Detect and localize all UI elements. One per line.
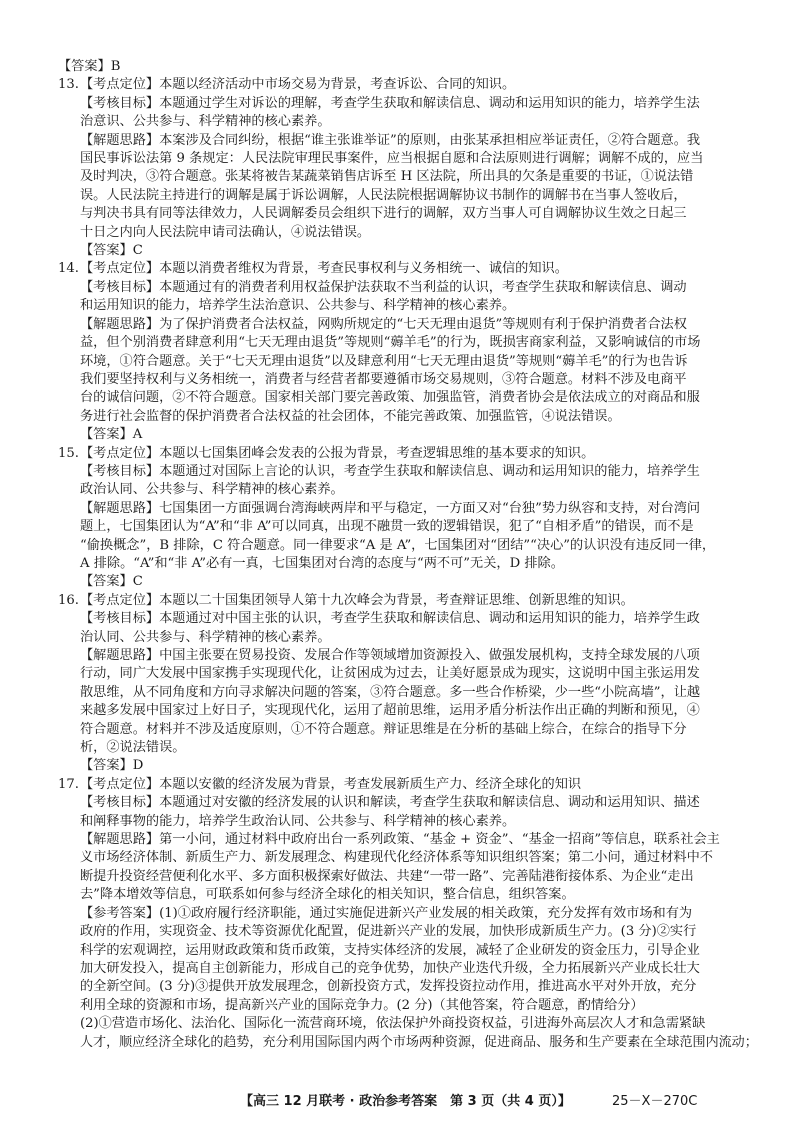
q13-line: 【考点定位】本题以经济活动中市场交易为背景，考查诉讼、合同的知识。 <box>80 77 516 93</box>
q13-answer: 【答案】C <box>80 243 143 259</box>
q14-line: 【考点定位】本题以消费者维权为背景，考查民事权利与义务相统一、诚信的知识。 <box>80 261 568 277</box>
question-number: 13. <box>58 77 79 93</box>
q17-line: (2)①营造市场化、法治化、国际化一流营商环境，依法保护外商投资权益，引进海外高层次人才和急需紧缺 <box>80 1016 706 1032</box>
q17-line: 和阐释事物的能力，培养学生政治认同、公共参与、科学精神的核心素养。 <box>80 813 516 829</box>
q16-line: 治认同、公共参与、科学精神的核心素养。 <box>80 629 331 645</box>
q17-line: 断提升投资经营便利化水平、多方面积极探索好做法、共建“一带一路”、完善陆港衔接体系、为企业“走出 <box>80 868 694 884</box>
q14-line: 【考核目标】本题通过有的消费者利用权益保护法获取不当利益的认识，考查学生获取和解读信息、调动 <box>80 279 687 295</box>
q13-line: 【考核目标】本题通过学生对诉讼的理解，考查学生获取和解读信息、调动和运用知识的能力，培养学生法 <box>80 95 700 111</box>
q14-line: 台的诚信问题，②不符合题意。国家相关部门要完善政策、加强监管，消费者协会是依法成立的对商品和服 <box>80 390 700 406</box>
answer-12: 【答案】B <box>58 59 121 74</box>
q13-line: 误。人民法院主持进行的调解是属于诉讼调解，人民法院根据调解协议书制作的调解书在当事人签收后， <box>80 187 687 203</box>
q17-line: 政府的作用，实现资金、技术等资源优化配置，促进新兴产业的发展，加快形成新质生产力。(3 分)②实行 <box>80 924 697 940</box>
q15-answer: 【答案】C <box>80 574 143 590</box>
q17-line: 的全新空间。(3 分)③提供开放发展理念，创新投资方式，发挥投资拉动作用，推进高水平对外开放，充分 <box>80 979 697 995</box>
q13-line: 【解题思路】本案涉及合同纠纷，根据“谁主张谁举证”的原则，由张某承担相应举证责任，②符合题意。我 <box>80 132 701 148</box>
q13-line: 及时判决，③符合题意。张某将被告某蔬菜销售店诉至 H 区法院，所出具的欠条是重要的书证，①说法错 <box>80 169 694 185</box>
q16-line: 【考核目标】本题通过对中国主张的认识，考查学生获取和解读信息、调动和运用知识的能力，培养学生政 <box>80 611 700 627</box>
question-number: 16. <box>58 592 79 608</box>
q15-line: 题上，七国集团认为“A”和“非 A”可以同真，出现不融贯一致的逻辑错误，犯了“自相矛盾”的错误，而不是 <box>80 519 694 535</box>
q17-line: 科学的宏观调控，运用财政政策和货币政策，支持实体经济的发展，减轻了企业研发的资金压力，引导企业 <box>80 942 700 958</box>
q14-line: 【解题思路】为了保护消费者合法权益，网购所规定的“七天无理由退货”等规则有利于保护消费者合法权 <box>80 316 687 332</box>
question-13 <box>58 76 758 260</box>
q15-line: 【考核目标】本题通过对国际上言论的认识，考查学生获取和解读信息、调动和运用知识的能力，培养学生 <box>80 463 700 479</box>
q15-line: “偷换概念”，B 排除，C 符合题意。同一律要求“A 是 A”，七国集团对“团结”“决心”的认识没有违反同一律， <box>80 537 716 553</box>
q14-line: 我们要坚持权利与义务相统一，消费者与经营者都要遵循市场交易规则，③符合题意。材料不涉及电商平 <box>80 371 687 387</box>
question-number: 17. <box>58 776 79 792</box>
q14-line: 益，但个别消费者肆意利用“七天无理由退货”等规则“薅羊毛”的行为，既损害商家利益，又影响诚信的市场 <box>80 335 701 351</box>
q14-line: 务进行社会监督的保护消费者合法权益的社会团体，不能完善政策、加强监管，④说法错误。 <box>80 408 621 424</box>
answer-page <box>58 58 758 1052</box>
q16-line: 散思维，从不同角度和方向寻求解决问题的答案，③符合题意。多一些合作桥梁，少一些“小院高墙”，让越 <box>80 684 701 700</box>
q16-line: 符合题意。材料并不涉及适度原则，①不符合题意。辩证思维是在分析的基础上综合，在综合的指导下分 <box>80 721 687 737</box>
q16-line: 【解题思路】中国主张要在贸易投资、发展合作等领域增加资源投入、做强发展机构，支持全球发展的八项 <box>80 648 700 663</box>
q14-line: 环境，①符合题意。关于“七天无理由退货”以及肆意利用“七天无理由退货”等规则“薅羊毛”的行为也告诉 <box>80 353 688 369</box>
q15-line: 【解题思路】七国集团一方面强调台湾海峡两岸和平与稳定，一方面又对“台独”势力纵容和支持，对台湾问 <box>80 500 701 516</box>
q15-line: A 排除。“A”和“非 A”必有一真，七国集团对台湾的态度与“两不可”无关，D 排除。 <box>80 555 564 571</box>
q13-line: 十日之内向人民法院申请司法确认，④说法错误。 <box>80 224 371 240</box>
q17-line: 加大研发投入，提高自主创新能力，形成自己的竞争优势，加快产业迭代升级，全力拓展新兴产业成长壮大 <box>80 960 700 976</box>
q14-answer: 【答案】A <box>80 427 143 443</box>
question-17 <box>58 776 758 1052</box>
q13-line: 国民事诉讼法第 9 条规定：人民法院审理民事案件，应当根据自愿和合法原则进行调解；调解不成的，应当 <box>80 151 704 167</box>
q15-line: 【考点定位】本题以七国集团峰会发表的公报为背景，考查逻辑思维的基本要求的知识。 <box>80 445 595 461</box>
question-14 <box>58 260 758 444</box>
q17-line: 人才，顺应经济全球化的趋势，充分利用国际国内两个市场两种资源，促进商品、服务和生产要素在全球范围内流动； <box>80 1034 758 1050</box>
q17-line: 【考点定位】本题以安徽的经济发展为背景，考查发展新质生产力、经济全球化的知识 <box>80 776 582 792</box>
question-16 <box>58 592 758 776</box>
q13-line: 与判决书具有同等法律效力，人民调解委员会组织下进行的调解，双方当事人可自调解协议生效之日起三 <box>80 206 687 222</box>
q15-line: 政治认同、公共参与、科学精神的核心素养。 <box>80 482 344 498</box>
q17-line: 【考核目标】本题通过对安徽的经济发展的认识和解读，考查学生获取和解读信息、调动和运用知识、描述 <box>80 795 700 811</box>
q16-line: 析，②说法错误。 <box>80 740 186 756</box>
footer-code: 25－X－270C <box>612 1094 698 1109</box>
q16-line: 来越多发展中国家过上好日子，实现现代化，运用了超前思维，运用矛盾分析法作出正确的判断和预见，④ <box>80 703 700 719</box>
question-15 <box>58 445 758 592</box>
q16-line: 行动，同广大发展中国家携手实现现代化，让贫困成为过去，让美好愿景成为现实，这说明中国主张运用发 <box>80 666 700 682</box>
q16-line: 【考点定位】本题以二十国集团领导人第十九次峰会为背景，考查辩证思维、创新思维的知识。 <box>80 592 634 608</box>
footer-title: 【高三 12 月联考 · 政治参考答案 第 3 页（共 4 页）】 <box>240 1094 571 1109</box>
q16-answer: 【答案】D <box>80 758 144 774</box>
q17-line: 义市场经济体制、新质生产力、新发展理念、构建现代化经济体系等知识组织答案；第二小问，通过材料中不 <box>80 850 713 866</box>
q14-line: 和运用知识的能力，培养学生法治意识、公共参与、科学精神的核心素养。 <box>80 298 516 314</box>
q17-line: 利用全球的资源和市场，提高新兴产业的国际竞争力。(2 分)（其他答案，符合题意，酌情给分） <box>80 997 644 1013</box>
q17-line: 【解题思路】第一小问，通过材料中政府出台一系列政策、“基金 + 资金”、“基金一招商”等信息，联系社会主 <box>80 832 720 848</box>
q13-line: 治意识、公共参与、科学精神的核心素养。 <box>80 114 331 130</box>
question-number: 14. <box>58 261 79 277</box>
q17-line: 【参考答案】(1)①政府履行经济职能，通过实施促进新兴产业发展的相关政策，充分发挥有效市场和有为 <box>80 905 693 921</box>
question-number: 15. <box>58 445 79 461</box>
q17-line: 去”降本增效等信息，可联系如何参与经济全球化的相关知识，整合信息，组织答案。 <box>80 887 575 903</box>
